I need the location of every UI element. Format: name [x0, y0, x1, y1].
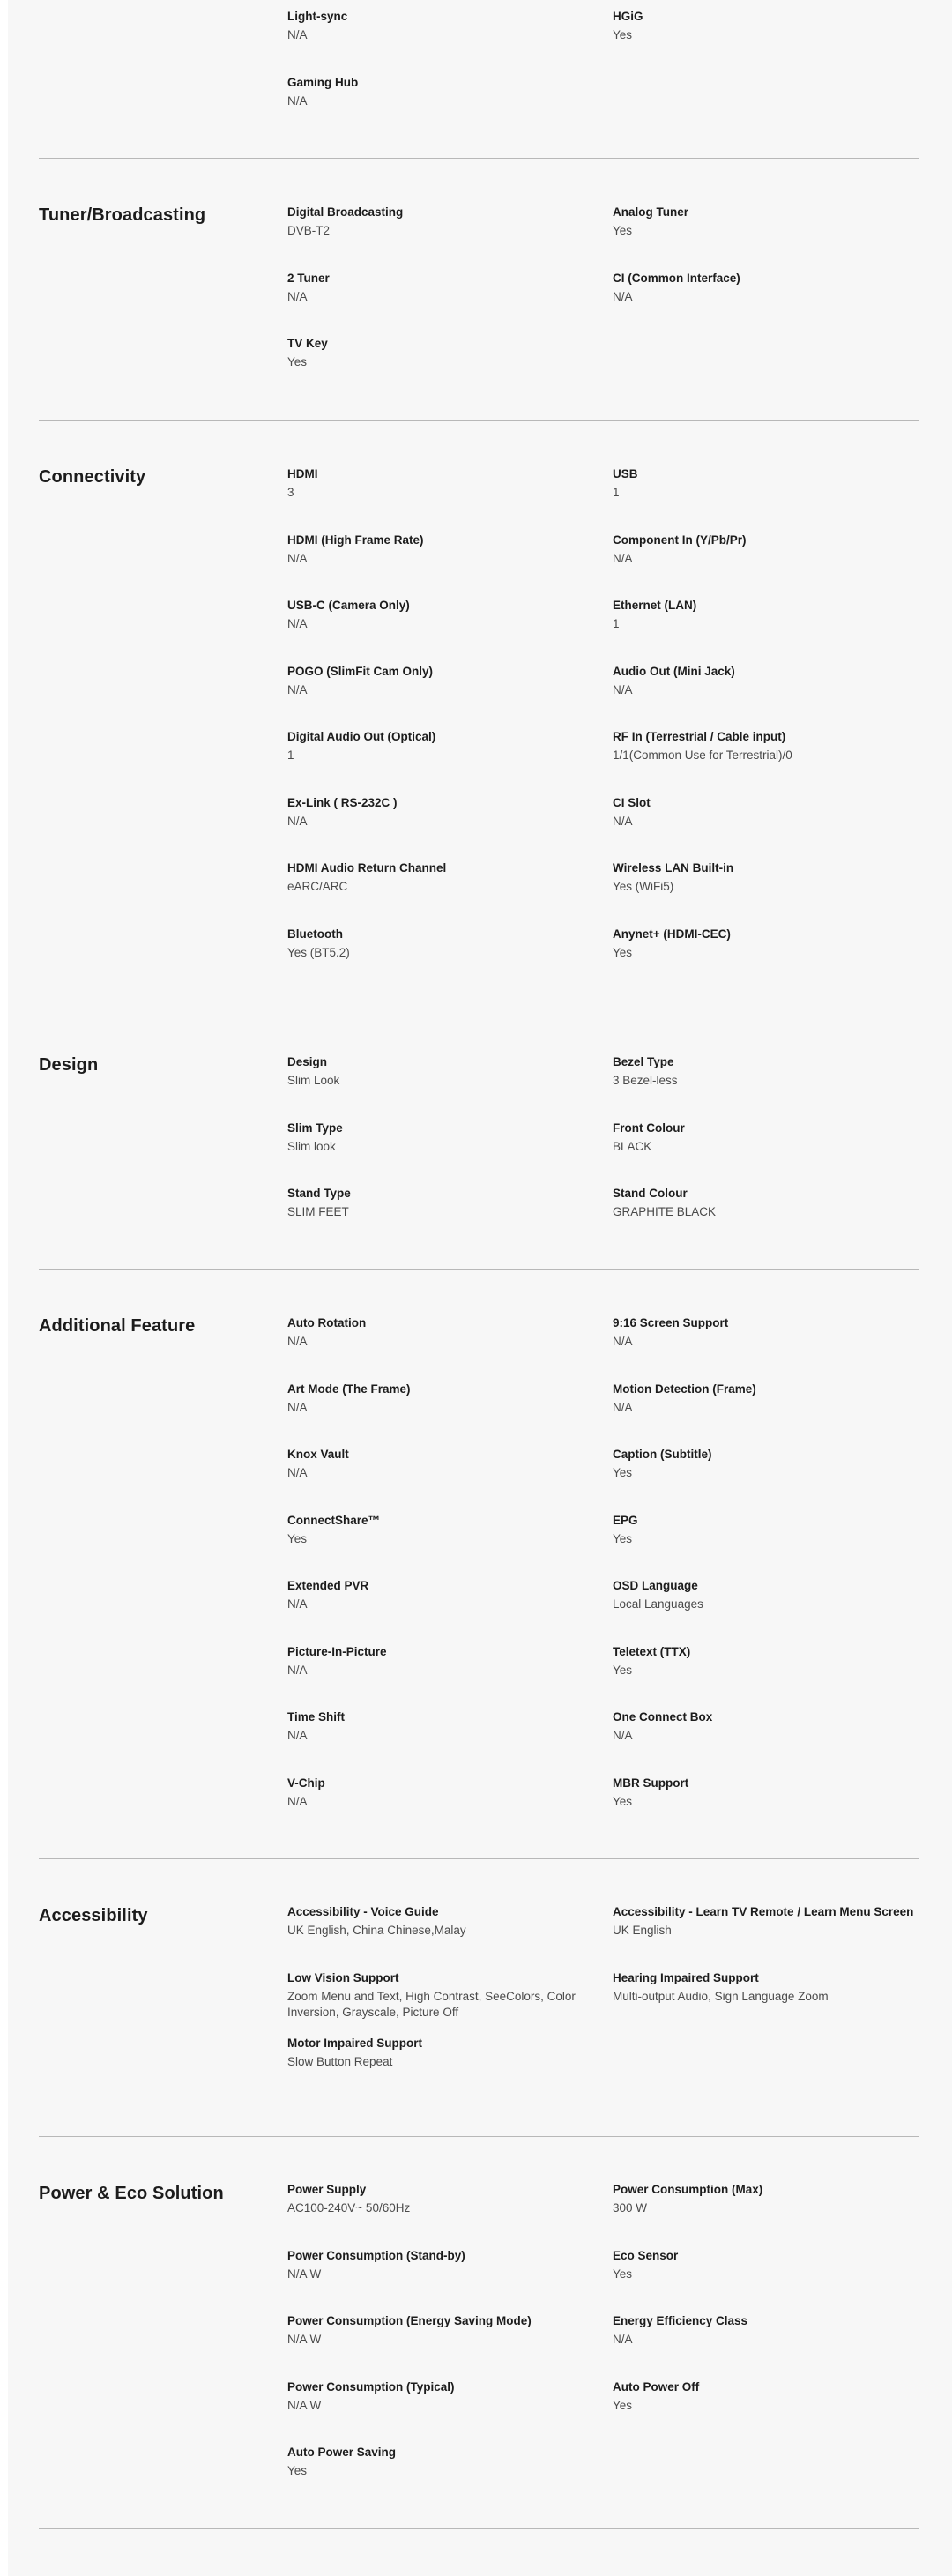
- spec-gaming-hub: [287, 75, 613, 141]
- spec-power-supply: [287, 2182, 613, 2248]
- spec-2-tuner: [287, 271, 613, 337]
- spec-hdmi-arc: [287, 860, 613, 927]
- spec-value: N/A: [287, 1466, 308, 1479]
- spec-name: POGO (SlimFit Cam Only): [287, 664, 434, 678]
- spec-name: Auto Power Saving: [287, 2446, 397, 2459]
- spec-design: [287, 1054, 613, 1120]
- spec-caption-subtitle: [613, 1447, 919, 1513]
- spec-value: 3: [287, 486, 294, 499]
- spec-value: Local Languages: [613, 1597, 703, 1611]
- spec-hgig: [613, 9, 919, 75]
- section-design: [39, 1009, 919, 1270]
- spec-name: Front Colour: [613, 1120, 685, 1135]
- spec-value: Yes: [287, 355, 308, 369]
- spec-name: Slim Type: [287, 1120, 343, 1135]
- spec-name: Knox Vault: [287, 1448, 349, 1461]
- section-accessibility: [39, 1859, 919, 2137]
- spec-value: 3 Bezel-less: [613, 1074, 678, 1087]
- spec-name: Stand Type: [287, 1187, 351, 1200]
- spec-name: Accessibility - Voice Guide: [287, 1905, 439, 1918]
- spec-osd-language: [613, 1578, 919, 1644]
- spec-name: 9:16 Screen Support: [613, 1316, 729, 1329]
- spec-hdmi: [287, 466, 613, 532]
- spec-name: USB-C (Camera Only): [287, 599, 410, 612]
- spec-ci-slot: [613, 795, 919, 861]
- spec-name: Bluetooth: [287, 927, 343, 941]
- spec-value: Yes: [613, 945, 633, 959]
- specs-page: [8, 0, 952, 2576]
- spec-value: Yes: [613, 1794, 633, 1808]
- spec-grid: [287, 1315, 919, 1841]
- spec-name: Light-sync: [287, 10, 348, 23]
- spec-value: Yes: [613, 1531, 633, 1545]
- section-title: Connectivity: [39, 467, 146, 487]
- spec-value: N/A: [287, 93, 308, 108]
- spec-name: EPG: [613, 1513, 638, 1527]
- spec-value: N/A: [613, 1400, 633, 1414]
- spec-name: One Connect Box: [613, 1710, 713, 1724]
- spec-v-chip: [287, 1776, 613, 1842]
- spec-digital-audio-out: [287, 729, 613, 795]
- spec-name: Auto Rotation: [287, 1316, 367, 1329]
- spec-name: 2 Tuner: [287, 271, 330, 285]
- spec-name: Design: [287, 1055, 328, 1068]
- spec-name: Caption (Subtitle): [613, 1448, 712, 1461]
- spec-value: UK English, China Chinese,Malay: [287, 1924, 466, 1937]
- spec-auto-power-saving: [287, 2445, 613, 2511]
- spec-name: Bezel Type: [613, 1055, 674, 1068]
- spec-low-vision-support: [287, 1970, 613, 2036]
- spec-component-in: [613, 532, 919, 599]
- section-title: Accessibility: [39, 1906, 148, 1925]
- spec-name: Extended PVR: [287, 1579, 369, 1592]
- spec-value: Multi-output Audio, Sign Language Zoom: [613, 1989, 829, 2003]
- spec-ex-link: [287, 795, 613, 861]
- spec-name: Teletext (TTX): [613, 1644, 691, 1658]
- spec-ci-common-interface: [613, 271, 919, 337]
- spec-bezel-type: [613, 1054, 919, 1120]
- spec-teletext: [613, 1644, 919, 1710]
- spec-value: SLIM FEET: [287, 1205, 349, 1218]
- spec-value: N/A: [287, 1729, 308, 1742]
- spec-time-shift: [287, 1709, 613, 1776]
- spec-front-colour: [613, 1120, 919, 1187]
- spec-name: Power Consumption (Energy Saving Mode): [287, 2314, 532, 2327]
- spec-value: N/A: [613, 1335, 633, 1348]
- spec-value: 1/1(Common Use for Terrestrial)/0: [613, 748, 792, 762]
- spec-power-consumption-standby: [287, 2248, 613, 2314]
- spec-motor-impaired-support: [287, 2036, 613, 2102]
- spec-value: N/A: [287, 682, 308, 696]
- spec-name: Motion Detection (Frame): [613, 1381, 756, 1396]
- spec-value: N/A W: [287, 2333, 322, 2346]
- spec-value: AC100-240V~ 50/60Hz: [287, 2201, 411, 2215]
- spec-value: Yes: [613, 2398, 633, 2412]
- spec-name: Wireless LAN Built-in: [613, 861, 734, 875]
- spec-name: Component In (Y/Pb/Pr): [613, 532, 747, 547]
- spec-value: N/A: [287, 617, 308, 630]
- spec-bluetooth: [287, 927, 613, 993]
- spec-value: Slim Look: [287, 1074, 340, 1087]
- spec-name: Hearing Impaired Support: [613, 1970, 759, 1984]
- spec-name: Ex-Link ( RS-232C ): [287, 795, 398, 809]
- section-title: Design: [39, 1055, 99, 1075]
- spec-picture-in-picture: [287, 1644, 613, 1710]
- spec-name: Stand Colour: [613, 1187, 688, 1200]
- spec-value: N/A: [287, 1794, 308, 1808]
- spec-value: Slim look: [287, 1139, 336, 1153]
- spec-name: HDMI (High Frame Rate): [287, 532, 424, 547]
- spec-name: Power Supply: [287, 2183, 367, 2196]
- spec-value: 300 W: [613, 2201, 648, 2215]
- spec-name: Audio Out (Mini Jack): [613, 664, 735, 678]
- spec-name: Low Vision Support: [287, 1970, 399, 1984]
- spec-value: N/A: [287, 814, 308, 828]
- section-tuner-broadcasting: [39, 159, 919, 421]
- spec-name: HGiG: [613, 10, 643, 23]
- spec-energy-efficiency-class: [613, 2313, 919, 2379]
- spec-slim-type: [287, 1120, 613, 1187]
- spec-value: N/A: [287, 1400, 308, 1414]
- spec-name: HDMI Audio Return Channel: [287, 861, 447, 875]
- section-title: Power & Eco Solution: [39, 2184, 224, 2203]
- spec-name: RF In (Terrestrial / Cable input): [613, 730, 786, 743]
- spec-pogo: [287, 664, 613, 730]
- spec-value: Yes (BT5.2): [287, 945, 350, 959]
- spec-value: N/A: [613, 551, 633, 565]
- spec-value: N/A: [287, 1663, 308, 1677]
- spec-name: TV Key: [287, 337, 328, 350]
- spec-value: Yes: [613, 1466, 633, 1479]
- spec-hearing-impaired-support: [613, 1970, 919, 2036]
- spec-grid: [287, 466, 919, 992]
- spec-knox-vault: [287, 1447, 613, 1513]
- spec-stand-colour: [613, 1186, 919, 1252]
- section-title: Additional Feature: [39, 1316, 196, 1336]
- section-power-eco-solution: [39, 2137, 919, 2529]
- spec-name: V-Chip: [287, 1776, 325, 1790]
- spec-value: N/A: [613, 682, 633, 696]
- spec-name: Power Consumption (Stand-by): [287, 2248, 465, 2262]
- spec-grid: [287, 2182, 919, 2511]
- spec-value: N/A W: [287, 2267, 322, 2281]
- spec-name: Power Consumption (Typical): [287, 2379, 455, 2394]
- spec-name: OSD Language: [613, 1579, 698, 1592]
- spec-value: Yes: [613, 2267, 633, 2281]
- spec-name: Analog Tuner: [613, 205, 688, 219]
- section-gaming: [39, 0, 919, 159]
- spec-name: Energy Efficiency Class: [613, 2314, 748, 2327]
- spec-value: Yes: [287, 1531, 308, 1545]
- spec-value: N/A: [287, 289, 308, 303]
- spec-name: Auto Power Off: [613, 2379, 700, 2394]
- spec-grid: [287, 1054, 919, 1252]
- spec-value: 1: [287, 748, 294, 762]
- spec-value: Zoom Menu and Text, High Contrast, SeeColors, Color Inversion, Grayscale, Picture Off: [287, 1989, 576, 2019]
- spec-value: Yes (WiFi5): [613, 880, 674, 893]
- spec-value: DVB-T2: [287, 224, 331, 237]
- spec-value: Yes: [613, 28, 633, 41]
- spec-light-sync: [287, 9, 613, 75]
- spec-usb-c: [287, 598, 613, 664]
- spec-value: N/A: [613, 814, 633, 828]
- spec-digital-broadcasting: [287, 205, 613, 271]
- spec-grid: [287, 9, 919, 140]
- spec-name: MBR Support: [613, 1776, 689, 1790]
- spec-auto-rotation: [287, 1315, 613, 1381]
- spec-name: Anynet+ (HDMI-CEC): [613, 927, 731, 941]
- section-connectivity: [39, 421, 919, 1009]
- spec-name: Ethernet (LAN): [613, 599, 697, 612]
- spec-usb: [613, 466, 919, 532]
- spec-auto-power-off: [613, 2379, 919, 2446]
- spec-audio-out-mini-jack: [613, 664, 919, 730]
- spec-name: Accessibility - Learn TV Remote / Learn Menu Screen: [613, 1905, 914, 1918]
- spec-value: eARC/ARC: [287, 880, 348, 893]
- spec-grid: [287, 1904, 919, 2102]
- spec-motion-detection: [613, 1381, 919, 1448]
- spec-extended-pvr: [287, 1578, 613, 1644]
- spec-name: Picture-In-Picture: [287, 1644, 387, 1658]
- spec-stand-type: [287, 1186, 613, 1252]
- spec-value: 1: [613, 617, 620, 630]
- spec-value: 1: [613, 486, 620, 499]
- spec-value: N/A: [613, 2333, 633, 2346]
- section-title: Tuner/Broadcasting: [39, 205, 206, 225]
- spec-power-consumption-typical: [287, 2379, 613, 2446]
- spec-power-consumption-energy-saving: [287, 2313, 613, 2379]
- spec-name: Motor Impaired Support: [287, 2036, 422, 2050]
- spec-connectshare: [287, 1513, 613, 1579]
- section-additional-feature: [39, 1270, 919, 1859]
- spec-art-mode: [287, 1381, 613, 1448]
- spec-name: Time Shift: [287, 1710, 346, 1724]
- spec-mbr-support: [613, 1776, 919, 1842]
- spec-name: Art Mode (The Frame): [287, 1381, 411, 1396]
- spec-name: ConnectShare™: [287, 1513, 381, 1527]
- spec-value: Yes: [613, 1663, 633, 1677]
- spec-eco-sensor: [613, 2248, 919, 2314]
- spec-name: Gaming Hub: [287, 75, 359, 89]
- spec-name: Eco Sensor: [613, 2248, 679, 2262]
- spec-analog-tuner: [613, 205, 919, 271]
- spec-value: N/A: [613, 1729, 633, 1742]
- spec-ethernet-lan: [613, 598, 919, 664]
- specs-list: [39, 0, 919, 2529]
- spec-name: CI Slot: [613, 795, 651, 809]
- spec-value: N/A: [287, 1335, 308, 1348]
- spec-name: USB: [613, 467, 638, 480]
- spec-value: Yes: [287, 2464, 308, 2477]
- spec-learn-tv-remote: [613, 1904, 919, 1970]
- spec-power-consumption-max: [613, 2182, 919, 2248]
- spec-anynet: [613, 927, 919, 993]
- spec-value: BLACK: [613, 1139, 652, 1153]
- spec-name: Power Consumption (Max): [613, 2183, 763, 2196]
- spec-grid: [287, 205, 919, 402]
- spec-voice-guide: [287, 1904, 613, 1970]
- spec-hdmi-high-frame-rate: [287, 532, 613, 599]
- spec-name: Digital Audio Out (Optical): [287, 730, 436, 743]
- spec-value: Yes: [613, 224, 633, 237]
- spec-one-connect-box: [613, 1709, 919, 1776]
- spec-name: CI (Common Interface): [613, 271, 740, 285]
- spec-value: N/A: [287, 551, 308, 565]
- spec-name: HDMI: [287, 467, 318, 480]
- spec-name: Digital Broadcasting: [287, 205, 404, 219]
- spec-tv-key: [287, 336, 613, 402]
- spec-value: N/A: [287, 28, 308, 41]
- spec-value: N/A: [613, 289, 633, 303]
- spec-wireless-lan: [613, 860, 919, 927]
- spec-value: N/A: [287, 1597, 308, 1611]
- spec-value: UK English: [613, 1924, 672, 1937]
- spec-value: GRAPHITE BLACK: [613, 1205, 717, 1218]
- spec-rf-in: [613, 729, 919, 795]
- spec-value: Slow Button Repeat: [287, 2055, 393, 2068]
- spec-value: N/A W: [287, 2398, 322, 2412]
- spec-9-16-screen-support: [613, 1315, 919, 1381]
- spec-epg: [613, 1513, 919, 1579]
